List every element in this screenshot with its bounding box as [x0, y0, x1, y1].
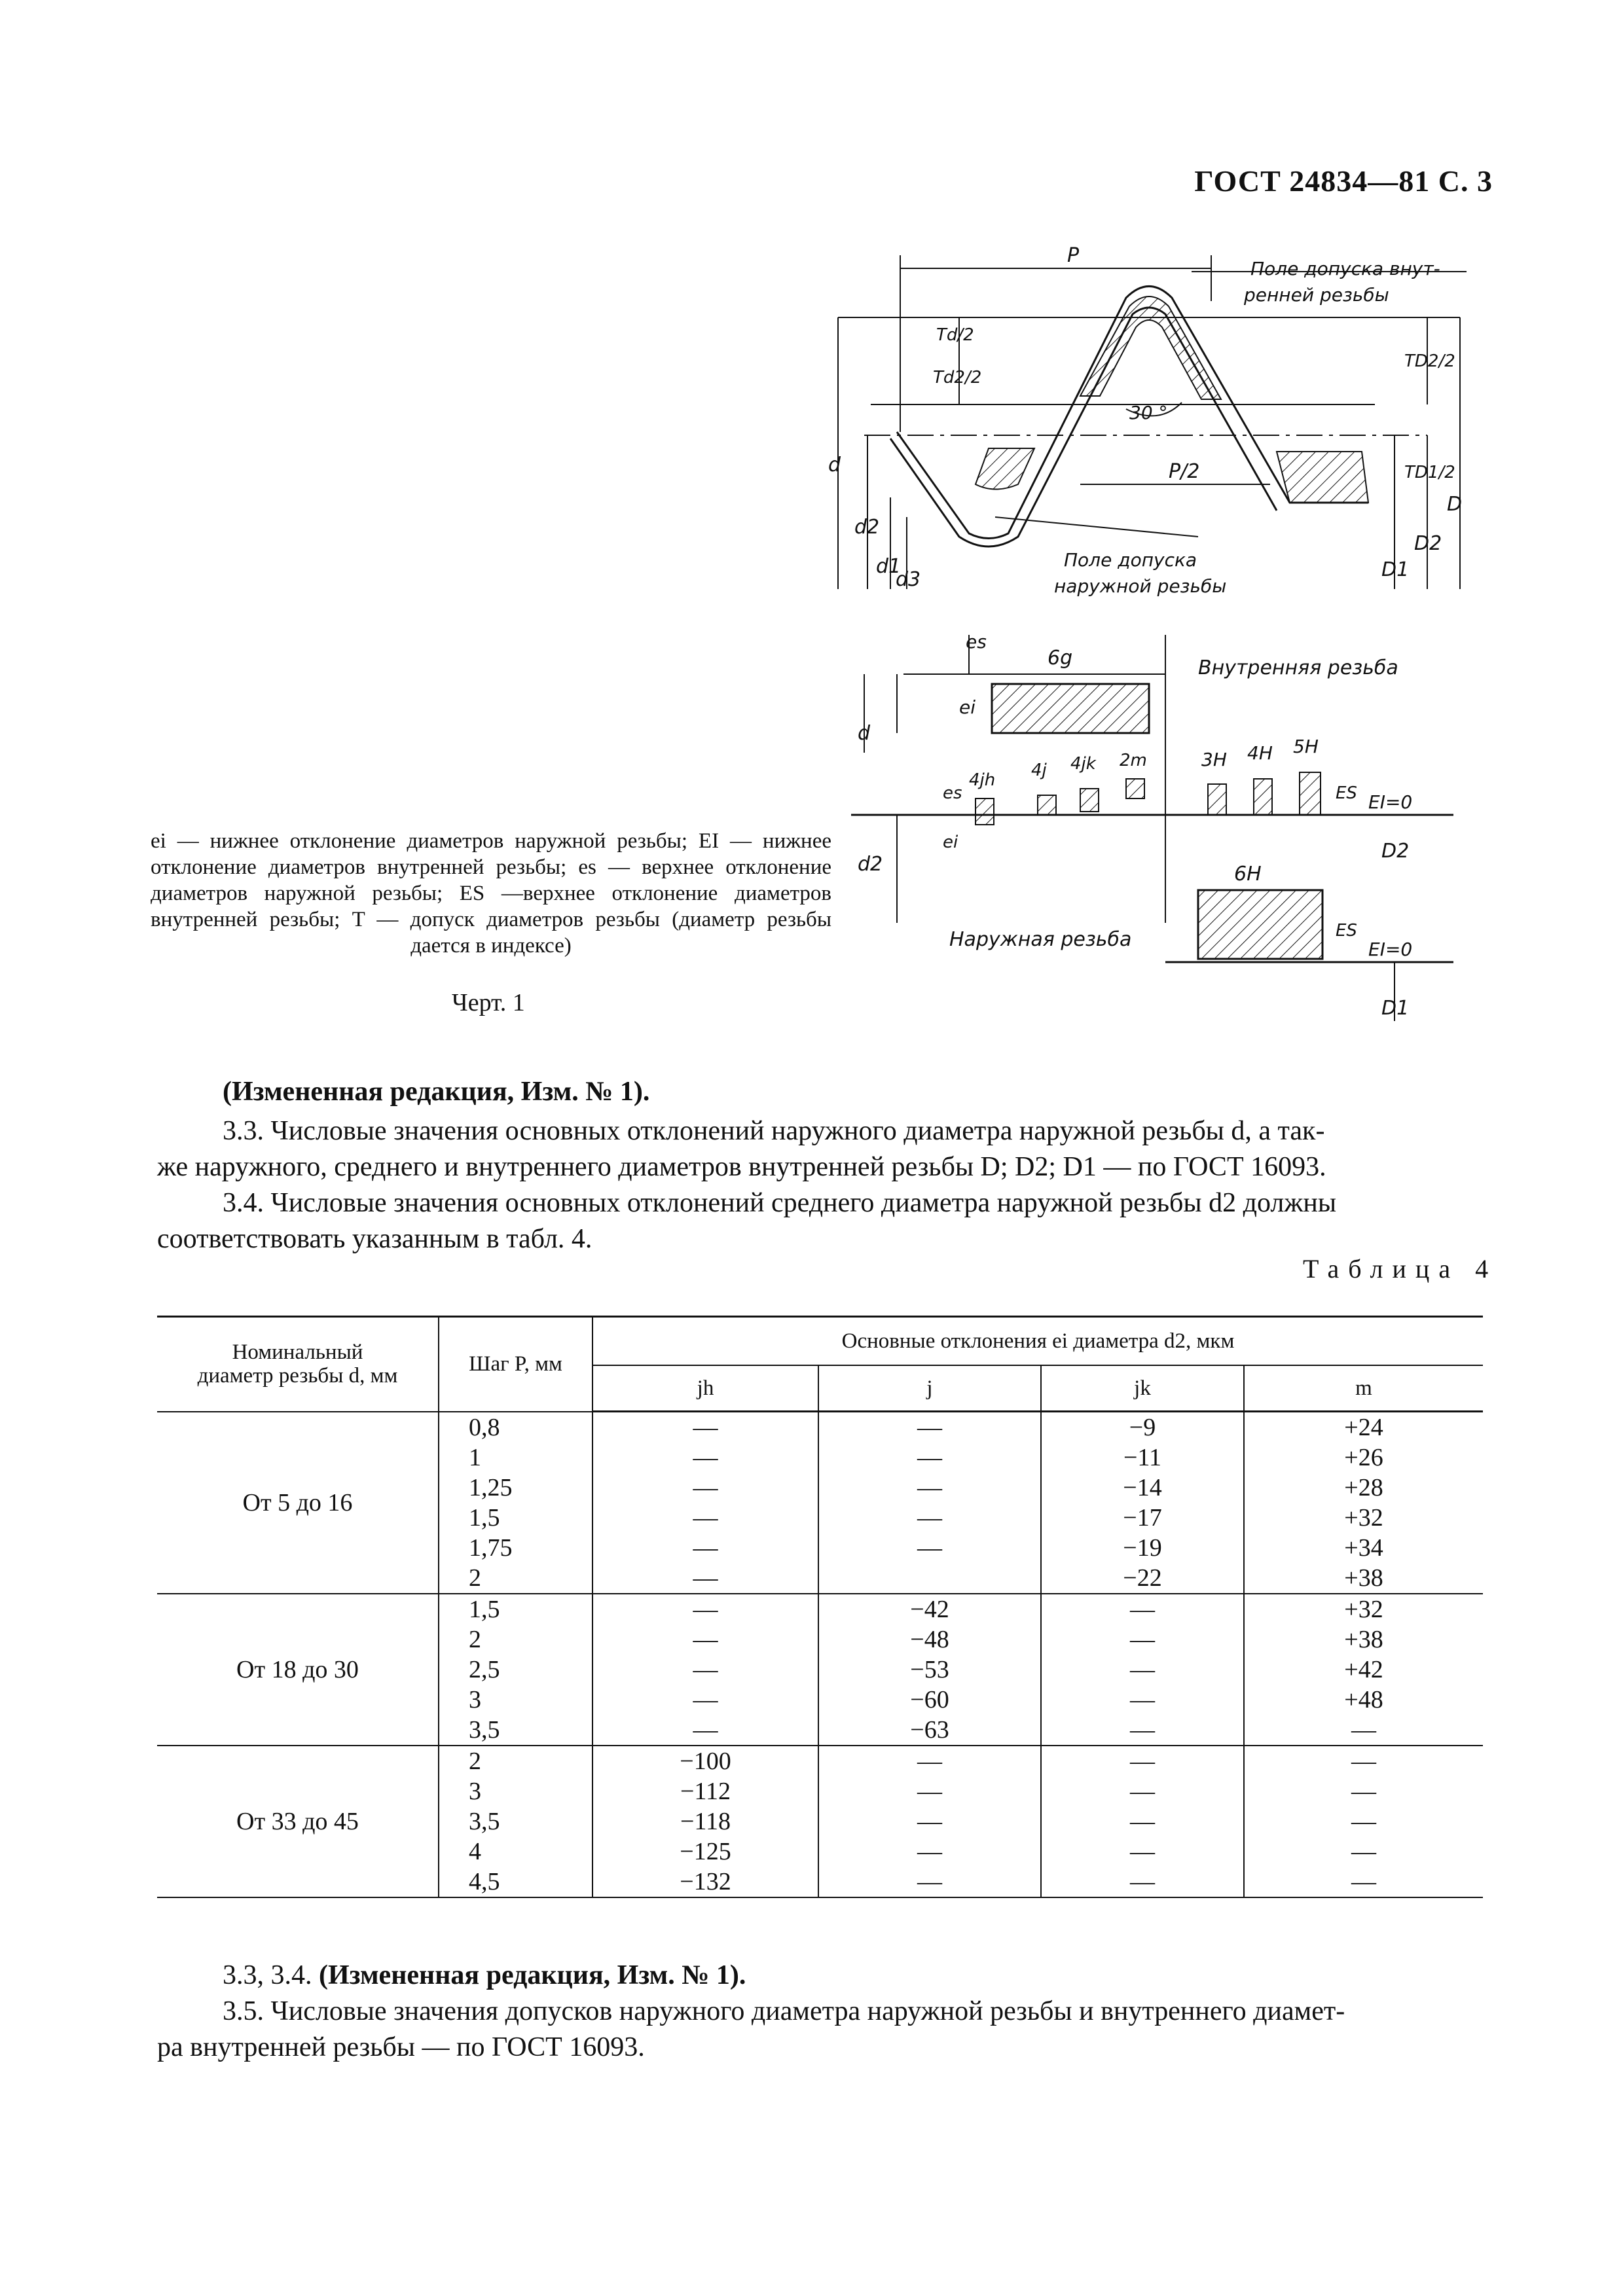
- paragraph-3-4-line1: 3.4. Числовые значения основных отклонений среднего диаметра наружной резьбы d2 должны: [223, 1188, 1337, 1218]
- value-m: +38: [1344, 1626, 1383, 1653]
- label-d2: d2: [854, 516, 880, 539]
- value-jk: −9: [1129, 1414, 1156, 1441]
- value-m: +38: [1344, 1564, 1383, 1592]
- value-pitch: 4: [469, 1838, 481, 1865]
- value-jh: —: [693, 1444, 718, 1471]
- label-ei-mid: ei: [943, 833, 958, 852]
- label-TD1-half: TD1/2: [1404, 463, 1455, 482]
- value-jh: —: [693, 1596, 718, 1623]
- cell-jh: [593, 1746, 818, 1897]
- label-5H: 5H: [1293, 736, 1319, 757]
- value-pitch: 3: [469, 1686, 481, 1713]
- label-ei-top: ei: [959, 696, 976, 718]
- figure-caption: Черт. 1: [452, 989, 525, 1016]
- value-j: —: [917, 1414, 942, 1441]
- label-4H: 4H: [1247, 742, 1273, 764]
- value-m: +26: [1344, 1444, 1383, 1471]
- table-row-group: [157, 1594, 1483, 1746]
- cell-diameter: От 18 до 30: [157, 1594, 439, 1746]
- value-jk: —: [1130, 1748, 1155, 1775]
- cell-j: [818, 1412, 1041, 1594]
- value-pitch: 0,8: [469, 1413, 500, 1441]
- table-row-group: [157, 1412, 1483, 1594]
- header-m: m: [1244, 1365, 1483, 1412]
- label-TD2-half: TD2/2: [1404, 351, 1455, 371]
- cell-m: [1244, 1594, 1483, 1746]
- value-j: —: [917, 1504, 942, 1532]
- value-pitch: 1: [469, 1443, 481, 1471]
- cell-jk: [1041, 1594, 1244, 1746]
- cell-jh: [593, 1412, 818, 1594]
- value-jk: −17: [1123, 1504, 1162, 1532]
- value-pitch: 1,5: [469, 1596, 500, 1623]
- label-D1: D1: [1381, 558, 1410, 581]
- value-jk: −22: [1123, 1564, 1162, 1592]
- label-es-top: es: [966, 631, 987, 653]
- value-pitch: 3,5: [469, 1716, 500, 1744]
- label-4jh: 4jh: [969, 770, 996, 790]
- label-D1-lower: D1: [1381, 997, 1410, 1020]
- label-es-mid: es: [943, 783, 962, 803]
- cell-m: [1244, 1746, 1483, 1897]
- value-m: —: [1351, 1748, 1376, 1775]
- label-d-lower: d: [858, 722, 871, 745]
- value-m: +32: [1344, 1596, 1383, 1623]
- label-3H: 3H: [1201, 749, 1227, 770]
- label-P: P: [1067, 244, 1080, 267]
- cell-m: [1244, 1412, 1483, 1594]
- value-jh: —: [693, 1504, 718, 1532]
- value-jh: —: [693, 1716, 718, 1744]
- value-jk: —: [1130, 1686, 1155, 1713]
- label-external-thread: Наружная резьба: [949, 928, 1132, 951]
- value-jk: —: [1130, 1808, 1155, 1835]
- label-external-field-2: наружной резьбы: [1054, 575, 1227, 597]
- value-j: —: [917, 1748, 942, 1775]
- value-j: −53: [910, 1656, 949, 1683]
- value-jh: —: [693, 1564, 718, 1592]
- value-jh: −125: [680, 1838, 731, 1865]
- label-EI0-upper: EI=0: [1368, 791, 1413, 813]
- label-D2-lower: D2: [1381, 840, 1410, 863]
- cell-diameter: От 5 до 16: [157, 1412, 439, 1594]
- table-caption: Таблица 4: [1303, 1254, 1498, 1283]
- value-j: —: [917, 1534, 942, 1562]
- value-m: —: [1351, 1716, 1376, 1744]
- label-d: d: [828, 454, 841, 476]
- label-P-half: P/2: [1169, 460, 1200, 483]
- value-jh: −118: [680, 1808, 731, 1835]
- cell-diameter: От 33 до 45: [157, 1746, 439, 1897]
- value-j: −63: [910, 1716, 949, 1744]
- header-j: j: [818, 1365, 1041, 1412]
- changed-edition-note-2: [223, 1957, 1545, 1994]
- cell-j: [818, 1594, 1041, 1746]
- value-m: +42: [1344, 1656, 1383, 1683]
- value-m: —: [1351, 1868, 1376, 1895]
- label-ES-upper: ES: [1336, 783, 1357, 803]
- value-m: +28: [1344, 1474, 1383, 1501]
- value-jh: −112: [680, 1778, 731, 1805]
- label-D: D: [1447, 493, 1463, 516]
- value-j: −48: [910, 1626, 949, 1653]
- cell-pitch: [439, 1412, 593, 1594]
- value-m: +34: [1344, 1534, 1383, 1562]
- label-Td2-half: Td2/2: [933, 368, 982, 387]
- label-internal-thread: Внутренняя резьба: [1198, 656, 1398, 679]
- label-d2-lower: d2: [858, 853, 883, 876]
- label-6H: 6H: [1234, 863, 1262, 886]
- value-pitch: 2,5: [469, 1656, 500, 1683]
- table-row-group: [157, 1746, 1483, 1897]
- changed-edition-note-2-bold: (Измененная редакция, Изм. № 1).: [319, 1960, 746, 1990]
- value-jh: —: [693, 1686, 718, 1713]
- value-pitch: 3: [469, 1778, 481, 1805]
- label-6g: 6g: [1048, 647, 1073, 670]
- value-j: —: [917, 1474, 942, 1501]
- value-pitch: 1,25: [469, 1473, 513, 1501]
- value-j: —: [917, 1868, 942, 1895]
- cell-j: [818, 1746, 1041, 1897]
- label-4j: 4j: [1031, 761, 1047, 780]
- label-d3: d3: [896, 568, 921, 591]
- value-jh: —: [693, 1626, 718, 1653]
- value-jk: —: [1130, 1838, 1155, 1865]
- changed-edition-note-1: (Измененная редакция, Изм. № 1).: [223, 1077, 650, 1107]
- header-deviations: Основные отклонения ei диаметра d2, мкм: [593, 1317, 1483, 1366]
- header-jh: jh: [593, 1365, 818, 1412]
- value-j: —: [917, 1838, 942, 1865]
- cell-jk: [1041, 1746, 1244, 1897]
- thread-profile-figure: [818, 236, 1506, 609]
- paragraph-3-3-line2: же наружного, среднего и внутреннего диаметров внутренней резьбы D; D2; D1 — по ГОСТ 16093.: [157, 1152, 1326, 1182]
- value-j: —: [917, 1808, 942, 1835]
- value-m: —: [1351, 1838, 1376, 1865]
- changed-edition-note-2-prefix: 3.3, 3.4.: [223, 1960, 319, 1990]
- value-jh: —: [693, 1534, 718, 1562]
- paragraph-3-5-line1: 3.5. Числовые значения допусков наружного диаметра наружной резьбы и внутреннего диамет-: [223, 1996, 1345, 2026]
- label-ES-lower: ES: [1336, 921, 1357, 941]
- label-EI0-lower: EI=0: [1368, 939, 1413, 960]
- value-jk: —: [1130, 1596, 1155, 1623]
- label-4jk: 4jk: [1070, 754, 1096, 774]
- value-j: −42: [910, 1596, 949, 1623]
- value-pitch: 2: [469, 1748, 481, 1775]
- page-header: ГОСТ 24834—81 С. 3: [1194, 164, 1493, 198]
- label-Td-half: Td/2: [936, 325, 974, 345]
- value-m: +32: [1344, 1504, 1383, 1532]
- header-jk: jk: [1041, 1365, 1244, 1412]
- label-2m: 2m: [1120, 751, 1147, 770]
- value-jh: −132: [680, 1868, 731, 1895]
- paragraph-3-3-line1: 3.3. Числовые значения основных отклонений наружного диаметра наружной резьбы d, а так-: [223, 1116, 1325, 1146]
- value-jk: −11: [1123, 1444, 1162, 1471]
- value-jh: —: [693, 1474, 718, 1501]
- value-jk: −19: [1123, 1534, 1162, 1562]
- value-j: —: [917, 1778, 942, 1805]
- value-pitch: 2: [469, 1564, 481, 1592]
- label-D2: D2: [1414, 532, 1442, 555]
- value-j: −60: [910, 1686, 949, 1713]
- header-diameter: Номинальный диаметр резьбы d, мм: [157, 1317, 439, 1412]
- value-jk: —: [1130, 1626, 1155, 1653]
- value-jk: —: [1130, 1716, 1155, 1744]
- cell-jk: [1041, 1412, 1244, 1594]
- cell-jh: [593, 1594, 818, 1746]
- deviations-table: [157, 1316, 1483, 1898]
- label-d1: d1: [876, 555, 902, 578]
- paragraph-3-5-line2: ра внутренней резьбы — по ГОСТ 16093.: [157, 2032, 645, 2062]
- value-j: [819, 1563, 1040, 1593]
- value-jh: —: [693, 1414, 718, 1441]
- figure-legend: ei — нижнее отклонение диаметров наружной резьбы; EI — нижнее отклонение диаметров внутренней резьбы; es — верхнее отклонение диаметров наружной резьбы; ES —верхнее отклонение диаметров внутренней резьбы; T — допуск диаметров резьбы (диаметр резьбы дается в индексе): [151, 829, 831, 958]
- value-j: —: [917, 1444, 942, 1471]
- value-m: —: [1351, 1808, 1376, 1835]
- cell-pitch: [439, 1746, 593, 1897]
- value-pitch: 4,5: [469, 1868, 500, 1895]
- value-jh: —: [693, 1656, 718, 1683]
- value-jk: −14: [1123, 1474, 1162, 1501]
- label-internal-field-1: Поле допуска внут-: [1250, 258, 1440, 279]
- value-jk: —: [1130, 1656, 1155, 1683]
- value-m: +24: [1344, 1414, 1383, 1441]
- value-m: —: [1351, 1778, 1376, 1805]
- cell-pitch: [439, 1594, 593, 1746]
- value-pitch: 1,75: [469, 1534, 513, 1562]
- label-internal-field-2: ренней резьбы: [1244, 284, 1389, 306]
- value-pitch: 1,5: [469, 1503, 500, 1532]
- label-external-field-1: Поле допуска: [1064, 549, 1197, 571]
- paragraph-3-4-line2: соответствовать указанным в табл. 4.: [157, 1224, 593, 1254]
- label-angle: 30 °: [1129, 402, 1168, 423]
- value-pitch: 2: [469, 1626, 481, 1653]
- value-jh: −100: [680, 1748, 731, 1775]
- value-m: +48: [1344, 1686, 1383, 1713]
- header-pitch: Шаг P, мм: [439, 1317, 593, 1412]
- value-jk: —: [1130, 1778, 1155, 1805]
- value-pitch: 3,5: [469, 1808, 500, 1835]
- value-jk: —: [1130, 1868, 1155, 1895]
- tolerance-diagram: [851, 622, 1473, 1028]
